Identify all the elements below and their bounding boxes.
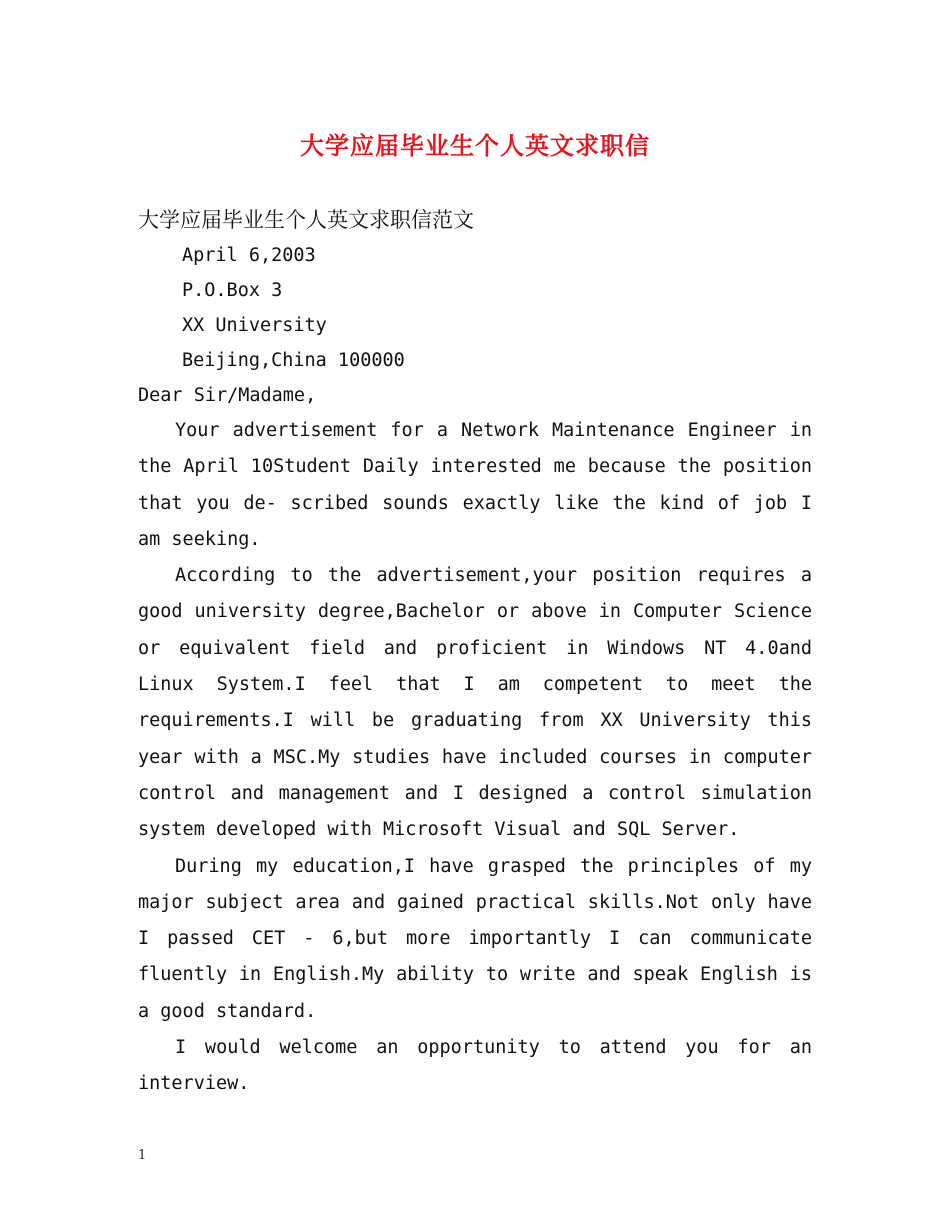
address-po-box: P.O.Box 3: [182, 280, 283, 301]
address-city: Beijing,China 100000: [182, 350, 405, 371]
letter-body: [138, 413, 812, 1103]
paragraph-education: During my education,I have grasped the principles of my major subject area and gained practical skills.Not only have I passed CET - 6,but more importantly I can communicate fluently in English.My ability to write and speak English is a good standard.: [138, 855, 812, 1022]
document-subtitle: 大学应届毕业生个人英文求职信范文: [138, 208, 474, 232]
page-number: 1: [138, 1148, 147, 1163]
paragraph-qualifications: According to the advertisement,your position requires a good university degree,Bachelor or above in Computer Science or equivalent field and proficient in Windows NT 4.0and Linux System.I feel that I am competent to meet the requirements.I will be graduating from XX University this year with a MSC.My studies have included courses in computer control and management and I designed a control simulation system developed with Microsoft Visual and SQL Server.: [138, 565, 812, 841]
page-title: 大学应届毕业生个人英文求职信: [300, 131, 650, 160]
address-university: XX University: [182, 315, 327, 336]
paragraph-intro: Your advertisement for a Network Maintenance Engineer in the April 10Student Daily interested me because the position that you de- scribed sounds exactly like the kind of job I am seeking.: [138, 420, 812, 550]
salutation: Dear Sir/Madame,: [138, 385, 317, 406]
paragraph-closing: I would welcome an opportunity to attend you for an interview.: [138, 1037, 812, 1095]
address-date: April 6,2003: [182, 245, 316, 266]
